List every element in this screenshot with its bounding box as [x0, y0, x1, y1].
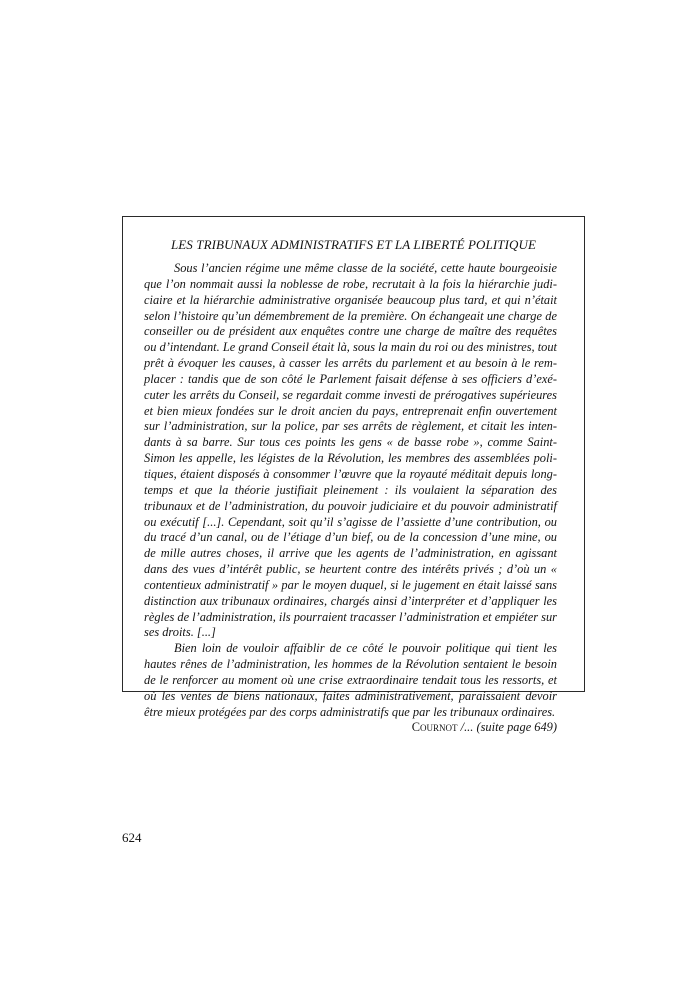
- attribution: [144, 720, 557, 736]
- box-title: LES TRIBUNAUX ADMINISTRATIFS ET LA LIBERTÉ POLITIQUE: [170, 237, 537, 252]
- attribution-continuation: /... (suite page 649): [457, 720, 557, 735]
- quotation-box: [122, 216, 585, 735]
- page-number: 624: [122, 830, 142, 845]
- paragraph-2: Bien loin de vouloir affaiblir de ce côté le pouvoir politique qui tient les hautes rênes de l’administration, les hommes de la Révolution sentaient le besoin de le renforcer au moment où une crise extraordinaire tendait tous les ressorts, et où les ventes de biens nationaux, faites administrativement, paraissaient devoir être mieux protégées par des corps administratifs que par les tribunaux ordinaires.: [144, 641, 557, 719]
- attribution-author: Cournot: [411, 720, 458, 735]
- paragraph-1: Sous l’ancien régime une même classe de la société, cette haute bourgeoisie que l’on nommait aussi la noblesse de robe, recrutait à la fois la hiérarchie judiciaire et la hiérarchie administrative organisée beaucoup plus tard, et qui n’était selon l’histoire qu’un démembrement de la première. On échangeait une charge de conseiller ou de président aux enquêtes contre une charge de maître des requêtes ou d’intendant. Le grand Conseil était là, sous la main du roi ou des ministres, tout prêt à évoquer les causes, à casser les arrêts du parlement et au besoin à le remplacer : tandis que de son côté le Parlement faisait défense à ses officiers d’exécuter les arrêts du Conseil, se regardait comme investi de prérogatives supérieures et bien mieux fondées sur le droit ancien du pays, entreprenait enfin ouvertement sur l’administration, sur la police, par ses arrêts de règlement, et citait les intendants à sa barre. Sur tous ces points les gens « de basse robe », comme Saint-Simon les appelle, les légistes de la Révolution, les membres des assemblées politiques, étaient disposés à consommer l’œuvre que la royauté méditait depuis longtemps et que la théorie justifiait pleinement : ils voulaient la séparation des tribunaux et de l’administration, du pouvoir judiciaire et du pouvoir administratif ou exécutif [...]. Cependant, soit qu’il s’agisse de l’assiette d’une contribution, ou du tracé d’un canal, ou de l’étiage d’un bief, ou de la concession d’une mine, ou de mille autres choses, il arrive que les agents de l’administration, en agissant dans des vues d’intérêt public, se heurtent contre des intérêts privés ; d’où un « contentieux administratif » par le moyen duquel, si le jugement en était laissé sans distinction aux tribunaux ordinaires, chargés ainsi d’interpréter et d’appliquer les règles de l’administration, ils pourraient tracasser l’administration et empiéter sur ses droits. [...]: [144, 261, 558, 640]
- quotation-body: [144, 261, 557, 736]
